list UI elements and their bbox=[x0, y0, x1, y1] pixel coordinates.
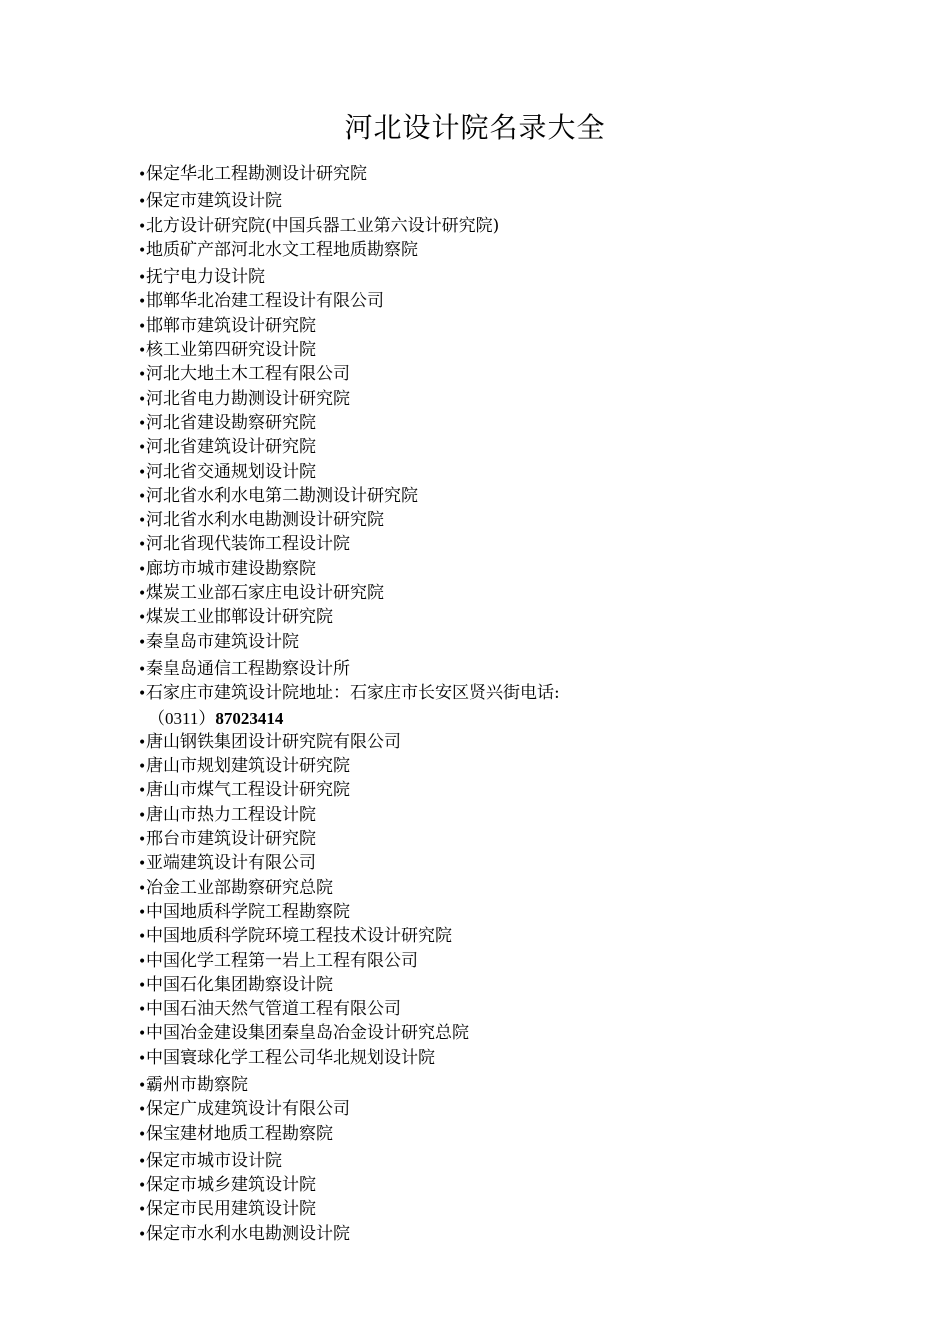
list-item-text: 唐山市煤气工程设计研究院 bbox=[146, 780, 350, 801]
bullet: • bbox=[138, 734, 147, 751]
bullet: • bbox=[138, 343, 147, 360]
list-item-text: 冶金工业部勘察研究总院 bbox=[146, 877, 333, 898]
list-item-text: 中国寰球化学工程公司华北规划设计院 bbox=[146, 1047, 435, 1068]
list-item-text: 邢台市建筑设计研究院 bbox=[146, 829, 316, 850]
list-item bbox=[138, 215, 878, 239]
bullet: • bbox=[138, 488, 147, 505]
bullet: • bbox=[138, 1026, 147, 1043]
list-item bbox=[138, 804, 878, 828]
list-item bbox=[138, 533, 878, 557]
phone-number: 87023414 bbox=[215, 708, 284, 728]
list-item-text: 保定市城市设计院 bbox=[146, 1150, 282, 1171]
bullet: • bbox=[138, 270, 147, 287]
bullet: • bbox=[138, 440, 147, 457]
list-item-text: 保定华北工程勘测设计研究院 bbox=[146, 164, 367, 184]
list-item bbox=[138, 877, 878, 901]
list-item bbox=[138, 974, 878, 998]
list-item bbox=[138, 1098, 878, 1122]
list-item-text: 唐山钢铁集团设计研究院有限公司 bbox=[146, 731, 401, 752]
list-item bbox=[138, 950, 878, 974]
list-item-text: 保定市建筑设计院 bbox=[146, 191, 282, 212]
bullet: • bbox=[138, 294, 147, 311]
institute-list bbox=[138, 163, 878, 1247]
bullet: • bbox=[138, 634, 147, 651]
phone-line bbox=[138, 709, 283, 728]
list-item-text: 中国石化集团勘察设计院 bbox=[146, 974, 333, 995]
list-item bbox=[138, 582, 878, 606]
bullet: • bbox=[138, 415, 147, 432]
bullet: • bbox=[138, 167, 147, 183]
bullet: • bbox=[138, 1226, 147, 1243]
bullet: • bbox=[138, 953, 147, 970]
list-item bbox=[138, 190, 878, 214]
bullet: • bbox=[138, 977, 147, 994]
list-item bbox=[138, 1150, 878, 1174]
bullet: • bbox=[138, 661, 147, 678]
bullet: • bbox=[138, 783, 147, 800]
list-item-text: 中国化学工程第一岩上工程有限公司 bbox=[146, 950, 418, 971]
list-item-text: 保宝建材地质工程勘察院 bbox=[146, 1123, 333, 1144]
bullet: • bbox=[138, 686, 147, 703]
list-item bbox=[138, 1198, 878, 1222]
list-item bbox=[138, 779, 878, 803]
bullet: • bbox=[138, 904, 147, 921]
bullet: • bbox=[138, 610, 147, 627]
bullet: • bbox=[138, 464, 147, 481]
list-item-text: 石家庄市建筑设计院地址：石家庄市长安区贤兴街电话: bbox=[146, 683, 560, 704]
phone-area-code: （0311） bbox=[148, 708, 216, 728]
list-item bbox=[138, 315, 878, 339]
list-item bbox=[138, 1223, 878, 1247]
list-item-text: 河北省电力勘测设计研究院 bbox=[146, 388, 350, 409]
bullet: • bbox=[138, 832, 147, 849]
bullet: • bbox=[138, 218, 147, 235]
list-item-text: 廊坊市城市建设勘察院 bbox=[146, 558, 316, 579]
bullet: • bbox=[138, 367, 147, 384]
list-item-text: 河北省现代装饰工程设计院 bbox=[146, 534, 350, 555]
list-item-text: 保定市水利水电勘测设计院 bbox=[146, 1223, 350, 1244]
bullet: • bbox=[138, 561, 147, 578]
list-item-text: 亚端建筑设计有限公司 bbox=[146, 853, 316, 874]
list-item-text: 保定广成建筑设计有限公司 bbox=[146, 1099, 350, 1120]
list-item bbox=[138, 606, 878, 630]
list-item bbox=[138, 755, 878, 779]
list-item-text: 地质矿产部河北水文工程地质勘察院 bbox=[146, 239, 418, 260]
list-item bbox=[138, 1123, 878, 1147]
list-item-text: 中国地质科学院工程勘察院 bbox=[146, 901, 350, 922]
list-item bbox=[138, 852, 878, 876]
list-item bbox=[138, 828, 878, 852]
bullet: • bbox=[138, 880, 147, 897]
bullet: • bbox=[138, 537, 147, 554]
list-item bbox=[138, 461, 878, 485]
list-item bbox=[138, 290, 878, 314]
list-item bbox=[138, 925, 878, 949]
list-item-text: 煤炭工业部石家庄电设计研究院 bbox=[146, 583, 384, 604]
bullet: • bbox=[138, 391, 147, 408]
list-item bbox=[138, 731, 878, 755]
bullet: • bbox=[138, 1102, 147, 1119]
list-item bbox=[138, 558, 878, 582]
bullet: • bbox=[138, 929, 147, 946]
list-item bbox=[138, 1047, 878, 1071]
list-item bbox=[138, 1174, 878, 1198]
bullet: • bbox=[138, 242, 147, 259]
bullet: • bbox=[138, 1002, 147, 1019]
list-item-text: 河北省建设勘察研究院 bbox=[146, 412, 316, 433]
list-item-text: 中国石油天然气管道工程有限公司 bbox=[146, 999, 401, 1020]
bullet: • bbox=[138, 586, 147, 603]
bullet: • bbox=[138, 513, 147, 530]
list-item-text: 邯郸市建筑设计研究院 bbox=[146, 315, 316, 336]
list-item-text: 秦皇岛通信工程勘察设计所 bbox=[146, 658, 350, 679]
list-item-text: 霸州市勘察院 bbox=[146, 1074, 248, 1095]
list-item-text: 煤炭工业邯郸设计研究院 bbox=[146, 607, 333, 628]
list-item bbox=[138, 1074, 878, 1098]
list-item bbox=[138, 658, 878, 682]
list-item-text: 河北省水利水电第二勘测设计研究院 bbox=[146, 485, 418, 506]
list-item bbox=[138, 163, 878, 187]
bullet: • bbox=[138, 1050, 147, 1067]
list-item-text: 河北大地土木工程有限公司 bbox=[146, 364, 350, 385]
list-item bbox=[138, 1022, 878, 1046]
list-item-text: 秦皇岛市建筑设计院 bbox=[146, 631, 299, 652]
bullet: • bbox=[138, 1178, 147, 1195]
list-item bbox=[138, 485, 878, 509]
list-item bbox=[138, 266, 878, 290]
list-item-text: 河北省建筑设计研究院 bbox=[146, 437, 316, 458]
list-item-text: 保定市城乡建筑设计院 bbox=[146, 1175, 316, 1196]
bullet: • bbox=[138, 1126, 147, 1143]
list-item bbox=[138, 998, 878, 1022]
bullet: • bbox=[138, 318, 147, 335]
list-item-text: 保定市民用建筑设计院 bbox=[146, 1199, 316, 1220]
bullet: • bbox=[138, 1153, 147, 1170]
list-item bbox=[138, 631, 878, 655]
bullet: • bbox=[138, 194, 147, 211]
list-item bbox=[138, 239, 878, 263]
bullet: • bbox=[138, 1077, 147, 1094]
list-item-text: 中国冶金建设集团秦皇岛冶金设计研究总院 bbox=[146, 1023, 469, 1044]
list-item bbox=[138, 388, 878, 412]
list-item bbox=[138, 339, 878, 363]
list-item bbox=[138, 412, 878, 436]
list-item bbox=[138, 363, 878, 387]
bullet: • bbox=[138, 856, 147, 873]
list-item-text: 河北省交通规划设计院 bbox=[146, 461, 316, 482]
list-item-text: 中国地质科学院环境工程技术设计研究院 bbox=[146, 926, 452, 947]
list-item bbox=[138, 682, 878, 731]
list-item-text: 唐山市热力工程设计院 bbox=[146, 804, 316, 825]
list-item bbox=[138, 509, 878, 533]
list-item-text: 核工业第四研究设计院 bbox=[146, 340, 316, 361]
bullet: • bbox=[138, 759, 147, 776]
list-item bbox=[138, 436, 878, 460]
list-item-text: 抚宁电力设计院 bbox=[146, 267, 265, 288]
list-item-text: 河北省水利水电勘测设计研究院 bbox=[146, 510, 384, 531]
list-item bbox=[138, 901, 878, 925]
bullet: • bbox=[138, 807, 147, 824]
page-title: 河北设计院名录大全 bbox=[344, 111, 606, 144]
list-item-text: 北方设计研究院(中国兵器工业第六设计研究院) bbox=[146, 215, 500, 236]
bullet: • bbox=[138, 1202, 147, 1219]
list-item-text: 唐山市规划建筑设计研究院 bbox=[146, 756, 350, 777]
list-item-text: 邯郸华北冶建工程设计有限公司 bbox=[146, 291, 384, 312]
